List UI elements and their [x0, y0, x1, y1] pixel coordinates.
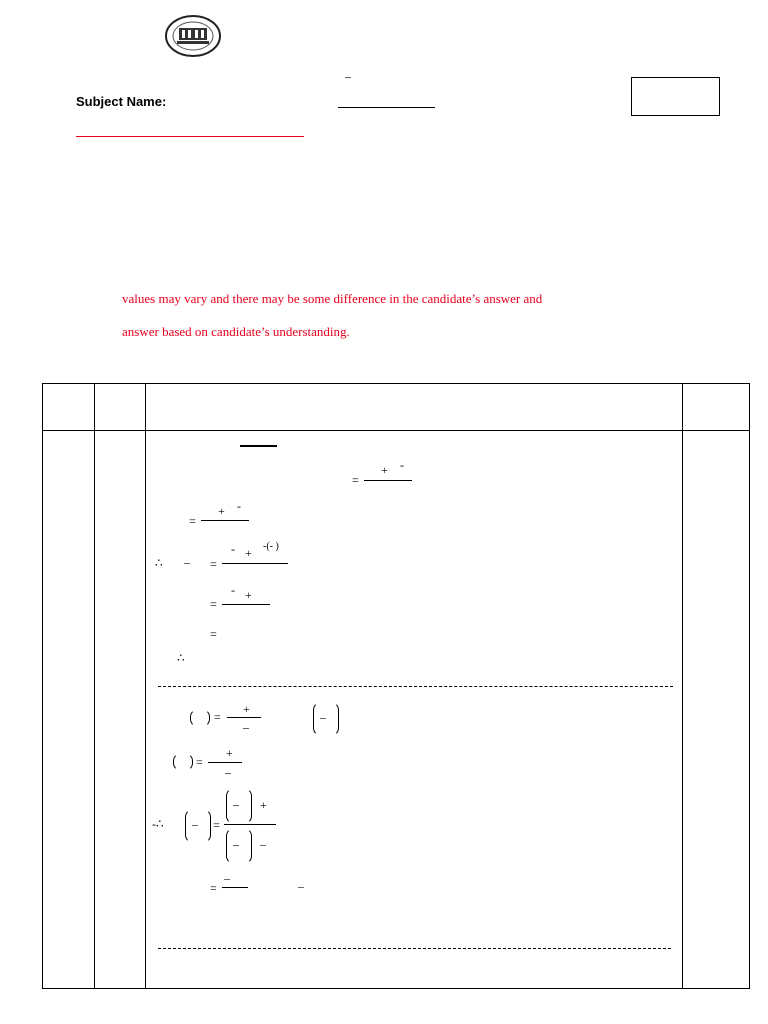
- eq-sign-3: =: [210, 557, 217, 571]
- paren-group-2: [313, 702, 339, 736]
- code-box: [631, 77, 720, 116]
- table-col-divider-3: [682, 383, 683, 989]
- fraction-bar-1: [364, 480, 412, 481]
- institution-logo: [164, 14, 222, 58]
- paren-group-4: [185, 809, 211, 843]
- dash-sign-2: -: [237, 499, 241, 513]
- plus-sign-6: +: [243, 702, 250, 716]
- plus-sign-7: +: [226, 746, 233, 760]
- minus-sign-8: –: [192, 817, 198, 831]
- fraction-bar-8: [224, 824, 276, 825]
- fraction-bar-3: [222, 563, 288, 564]
- minus-sign-6: –: [243, 720, 249, 734]
- minus-sign-8b: –: [233, 837, 239, 851]
- paren-group-3: [173, 753, 193, 771]
- minus-sign-9b: –: [298, 879, 304, 893]
- dash-sign-3: -: [231, 542, 235, 556]
- fraction-bar-9: [222, 887, 248, 888]
- eq-sign-9: =: [210, 881, 217, 895]
- eq-sign-8: =: [213, 818, 220, 832]
- eq-sign-5: =: [210, 627, 217, 641]
- fraction-bar-2: [201, 520, 249, 521]
- section-separator-1: [158, 686, 673, 687]
- fraction-bar-6: [227, 717, 261, 718]
- header-minus-symbol: –: [345, 69, 351, 83]
- paren-group-6: [226, 828, 252, 864]
- section-separator-2: [158, 948, 671, 949]
- neg-paren-term: -(- ): [263, 541, 279, 552]
- top-overbar: [240, 445, 277, 447]
- dash-sign-1: -: [400, 458, 404, 472]
- minus-sign-6b: –: [320, 710, 326, 724]
- fraction-bar-7: [208, 762, 242, 763]
- minus-sign-7: –: [225, 765, 231, 779]
- therefore-sign-3: -∴: [152, 817, 164, 831]
- instruction-line-1: values may vary and there may be some difference in the candidate’s answer and: [122, 291, 543, 306]
- plus-sign-1: +: [381, 463, 388, 477]
- eq-sign-4: =: [210, 597, 217, 611]
- plus-sign-8: +: [260, 798, 267, 812]
- subject-name-label: Subject Name:: [76, 94, 167, 109]
- table-header-divider: [42, 430, 750, 431]
- eq-sign-6: =: [214, 710, 221, 724]
- minus-sign-8a: –: [233, 797, 239, 811]
- therefore-sign-2: ∴: [177, 651, 185, 665]
- fraction-bar-4: [222, 604, 270, 605]
- paren-group-5: [226, 788, 252, 824]
- subject-code-underline: [338, 107, 435, 108]
- eq-sign-7: =: [196, 755, 203, 769]
- plus-sign-4: +: [245, 588, 252, 602]
- eq-sign-2: =: [189, 514, 196, 528]
- plus-sign-2: +: [218, 504, 225, 518]
- instruction-line-2: answer based on candidate’s understanding.: [122, 324, 350, 339]
- minus-sign-9: –: [224, 871, 230, 885]
- therefore-sign-1: ∴: [155, 556, 163, 570]
- table-col-divider-1: [94, 383, 95, 989]
- minus-sign-8c: –: [260, 837, 266, 851]
- paren-group-1: [190, 709, 210, 727]
- dash-sign-4: -: [231, 583, 235, 597]
- minus-sign-3: –: [184, 555, 190, 569]
- eq-sign-1: =: [352, 473, 359, 487]
- seal-icon: [164, 14, 222, 58]
- table-col-divider-2: [145, 383, 146, 989]
- plus-sign-3: +: [245, 546, 252, 560]
- red-underline: [76, 136, 304, 137]
